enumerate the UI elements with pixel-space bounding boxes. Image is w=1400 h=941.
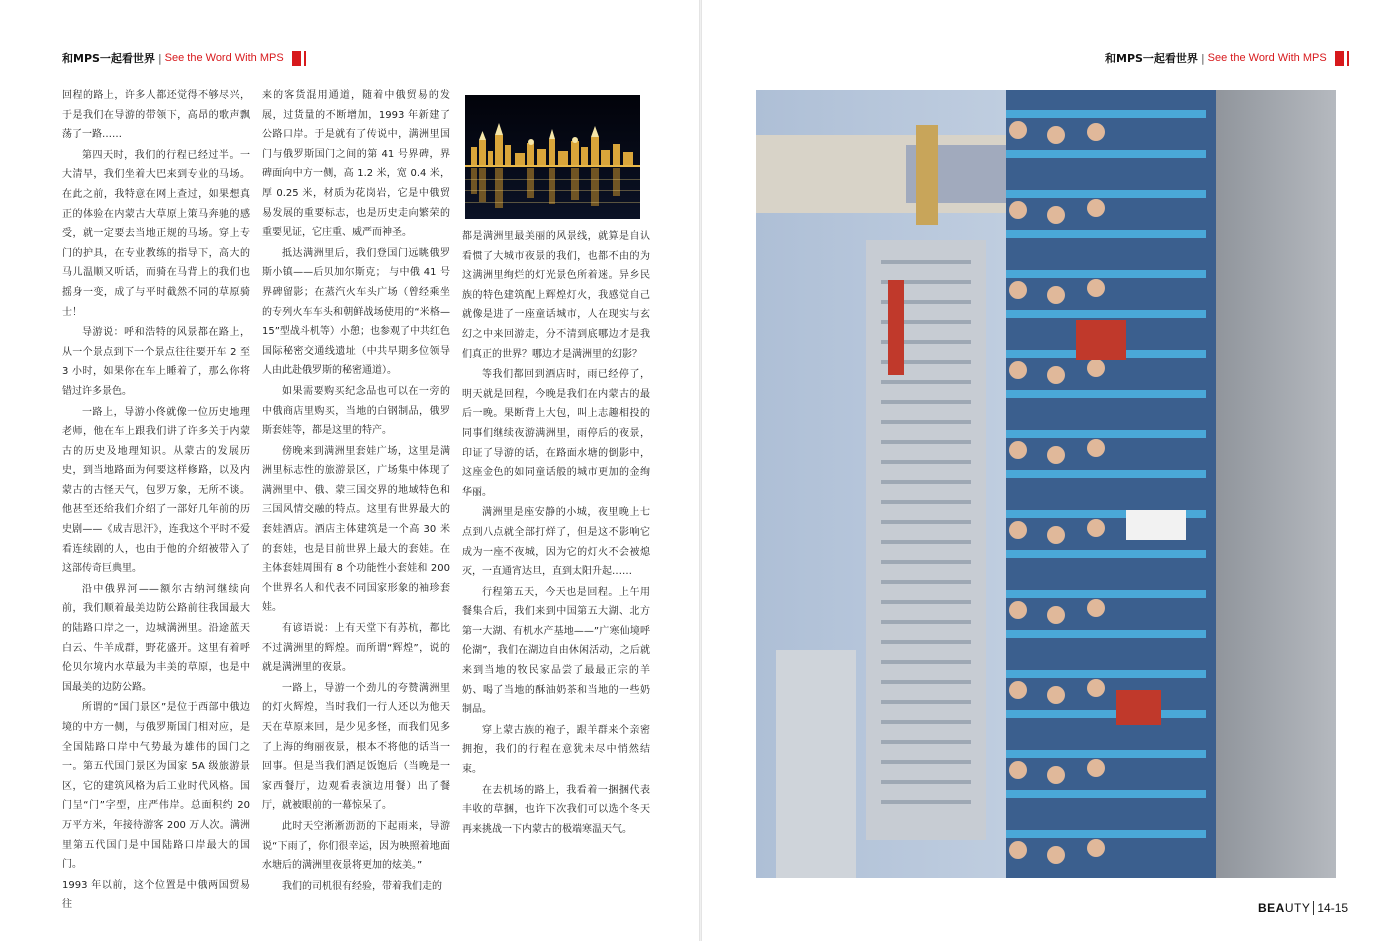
paragraph: 所谓的“国门景区”是位于西部中俄边境的中方一侧，与俄罗斯国门相对应，是全国陆路口岸中气势最为雄伟的国门之一。第五代国门景区为国家 5A 级旅游景区，它的建筑风格为后工业时代风格。国门呈“门”字型，庄严伟岸。总面积约 20 万平方米，年接待游客 200 万人次。满洲里第五代国门是中国陆路口岸最大的国门。 <box>62 702 250 871</box>
paragraph: 导游说：呼和浩特的风景都在路上，从一个景点到下一个景点往往要开车 2 至 3 小时，如果你在车上睡着了，那么你将错过许多景色。 <box>62 327 250 397</box>
footer-brand-bold: BEA <box>1258 901 1285 915</box>
footer-divider <box>1313 901 1314 915</box>
night-city-photo <box>465 95 640 219</box>
group-photo-illustration <box>756 90 1336 878</box>
paragraph: 沿中俄界河——额尔古纳河继续向前，我们顺着最美边防公路前往我国最大的陆路口岸之一，边城满洲里。沿途蓝天白云、牛羊成群，野花盛开。这里有着呼伦贝尔境内水草最为丰美的草原，也是中国最美的边防公路。 <box>62 583 250 693</box>
paragraph: 穿上蒙古族的袍子，跟羊群来个亲密拥抱，我们的行程在意犹未尽中悄然结束。 <box>462 724 650 776</box>
paragraph: 有谚语说：上有天堂下有苏杭，都比不过满洲里的辉煌。而所谓“辉煌”，说的就是满洲里的夜景。 <box>262 623 450 674</box>
page-footer <box>1258 900 1348 916</box>
paragraph: 满洲里是座安静的小城，夜里晚上七点到八点就全部打烊了，但是这不影响它成为一座不夜城，因为它的灯火不会被熄灭，一直通宵达旦，直到太阳升起…… <box>462 507 650 578</box>
page-numbers: 14-15 <box>1317 901 1349 915</box>
page-spine <box>699 0 702 941</box>
article-column-3 <box>462 227 650 835</box>
paragraph: 一路上，导游一个劲儿的夸赞满洲里的灯火辉煌，当时我们一行人还以为他天天在草原来回，是少见多怪，而我们见多了上海的绚丽夜景，根本不将他的话当一回事。但是当我们酒足饭饱后（当晚是一家西餐厅，边观看表演边用餐）出了餐厅，就被眼前的一幕惊呆了。 <box>262 682 450 812</box>
header-title-en: See the Word With MPS <box>1207 52 1327 64</box>
paragraph: 傍晚来到满洲里套娃广场，这里是满洲里标志性的旅游景区，广场集中体现了满洲里中、俄、蒙三国交界的地域特色和三国风情交融的特点。这里有世界最大的套娃酒店。酒店主体建筑是一个高 30 米的套娃，也是目前世界上最大的套娃。在主体套娃周围有 8 个功能性小套娃和 200 个世界名人和代表不同国家形象的袖珍套娃。 <box>262 445 450 614</box>
night-city-illustration <box>465 95 640 219</box>
paragraph: 如果需要购买纪念品也可以在一旁的中俄商店里购买，当地的白钢制品，俄罗斯套娃等，都是这里的特产。 <box>262 385 450 437</box>
paragraph: 第四天时，我们的行程已经过半。一大清早，我们坐着大巴来到专业的马场。在此之前，我特意在网上查过，如果想真正的体验在内蒙古大草原上策马奔驰的感受，就一定要去当地正规的马场。穿上专门的护具，在专业教练的指导下，高大的马儿温顺又听话，而骑在马背上的我们也摇身一变，成了与平时截然不同的草原骑士！ <box>62 149 250 318</box>
paragraph: 一路上，导游小佟就像一位历史地理老师，他在车上跟我们讲了许多关于内蒙古的历史及地理知识。从蒙古的发展历史，到当地路面为何要这样修路，以及内蒙古的古怪天气，包罗万象，无所不谈。他甚至还给我们介绍了一部好几年前的历史剧——《成吉思汗》，连我这个平时不爱看连续剧的人，也由于他的介绍被带入了这部传奇巨典里。 <box>62 406 250 575</box>
paragraph: 回程的路上，许多人都还觉得不够尽兴，于是我们在导游的带领下，高昂的歌声飘荡了一路…… <box>62 90 250 141</box>
paragraph: 行程第五天，今天也是回程。上午用餐集合后，我们来到中国第五大湖、北方第一大湖、有机水产基地——”广寒仙境呼伦湖”，我们在湖边自由休闲活动，之后就来到当地的牧民家品尝了最最正宗的羊奶、喝了当地的酥油奶茶和当地的一些奶制品。 <box>462 586 650 716</box>
paragraph: 抵达满洲里后，我们登国门远眺俄罗斯小镇——后贝加尔斯克； 与中俄 41 号界碑留影；在蒸汽火车头广场（曾经乘坐的专列火车车头和朝鲜战场使用的“米格—15”型战斗机等）小憩；也参观了中共红色国际秘密交通线遗址（中共早期多位领导人由此赴俄罗斯的秘密通道）。 <box>262 247 450 377</box>
header-separator: | <box>157 51 162 65</box>
header-title-en: See the Word With MPS <box>164 52 284 64</box>
article-column-2 <box>262 86 450 892</box>
paragraph: 都是满洲里最美丽的风景线，就算是自认看惯了大城市夜景的我们，也都不由的为这满洲里绚烂的灯光景色所着迷。异乡民族的特色建筑配上辉煌灯火，我感觉自己就像是进了一座童话城市，人在现实与玄幻之中来回游走，分不清到底哪边才是我们真正的世界？哪边才是满洲里的幻影？ <box>462 231 650 360</box>
paragraph: 我们的司机很有经验，带着我们走的 <box>282 880 442 892</box>
paragraph: 在去机场的路上，我看着一捆捆代表丰收的草捆，也许下次我们可以选个冬天再来挑战一下内蒙古的极端寒温天气。 <box>462 784 650 835</box>
article-column-1 <box>62 86 250 911</box>
paragraph: 来的客货混用通道，随着中俄贸易的发展，过货量的不断增加，1993 年新建了公路口岸。于是就有了传说中，满洲里国门与俄罗斯国门之间的第 41 号界碑，界碑面向中方一侧，高 1.2 米，宽 0.4 米，厚 0.25 米，材质为花岗岩，它是中俄贸易发展的重要标志，也是历史走向繁荣的重要见证，它庄重、威严而神圣。 <box>262 90 450 239</box>
right-page-header <box>1105 50 1347 66</box>
paragraph: 等我们都回到酒店时，雨已经停了，明天就是回程，今晚是我们在内蒙古的最后一晚。果断背上大包，叫上志趣相投的同事们继续夜游满洲里，雨停后的夜景，印证了导游的话，在路面水塘的倒影中，这座金色的如同童话般的城市更加的金绚华丽。 <box>462 369 650 498</box>
header-red-mark-icon <box>1335 51 1347 66</box>
footer-brand-light: UTY <box>1284 901 1311 915</box>
paragraph: 1993 年以前，这个位置是中俄两国贸易往 <box>62 879 250 911</box>
paragraph: 此时天空淅淅沥沥的下起雨来，导游说“下雨了，你们很幸运，因为映照着地面水塘后的满洲里夜景将更加的炫美。” <box>262 820 450 872</box>
header-title-cn: 和MPS一起看世界 <box>62 52 155 65</box>
header-separator: | <box>1200 51 1205 65</box>
header-title-cn: 和MPS一起看世界 <box>1105 52 1198 65</box>
left-page-header <box>62 50 304 66</box>
group-photo <box>756 90 1336 878</box>
header-red-mark-icon <box>292 51 304 66</box>
